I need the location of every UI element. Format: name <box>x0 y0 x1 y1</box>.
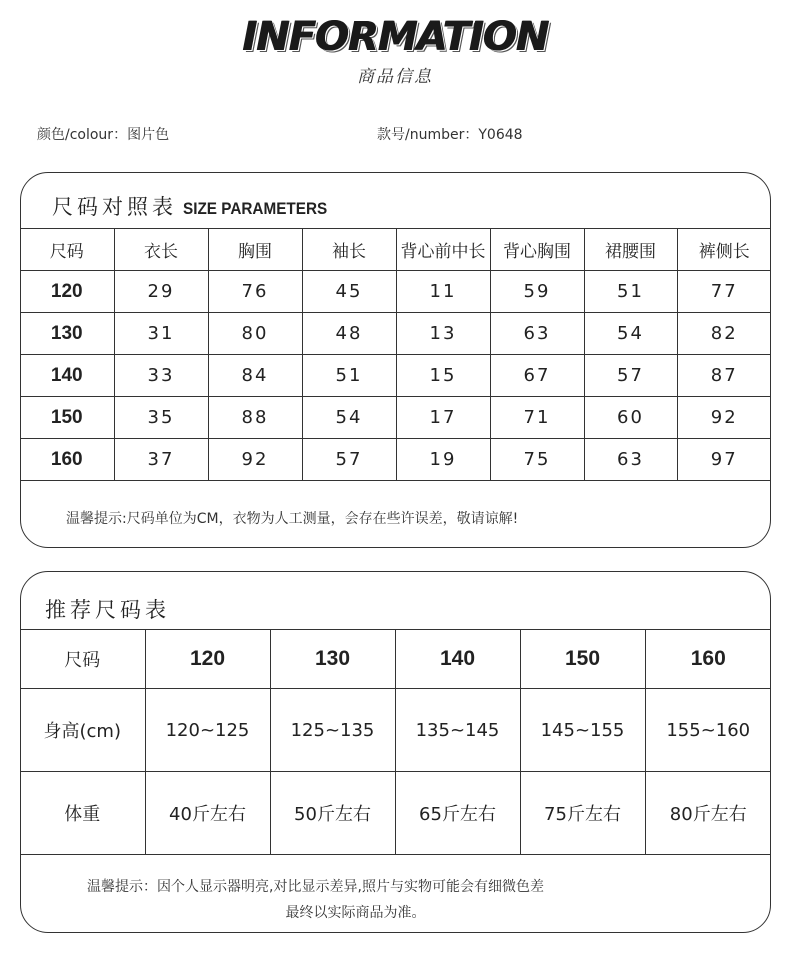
table-cell: 17 <box>396 397 490 439</box>
table-cell: 135~145 <box>395 689 520 772</box>
table-cell: 57 <box>584 355 677 397</box>
table-cell: 63 <box>584 439 677 481</box>
table-cell: 15 <box>396 355 490 397</box>
table-cell: 37 <box>114 439 208 481</box>
table-cell: 76 <box>208 271 302 313</box>
table-cell: 63 <box>490 313 584 355</box>
size-cell: 120 <box>20 271 114 313</box>
table-row <box>20 271 771 313</box>
height-row <box>20 689 771 772</box>
column-header: 背心胸围 <box>490 229 584 271</box>
size-cell: 160 <box>645 630 771 689</box>
table-cell: 51 <box>584 271 677 313</box>
actual-product-note: 最终以实际商品为准。 <box>285 905 426 921</box>
size-cell: 150 <box>520 630 645 689</box>
color-difference-note: 温馨提示：因个人显示器明亮,对比显示差异,照片与实物可能会有细微色差 <box>87 879 544 895</box>
size-table-title-cn: 尺码对照表 <box>52 195 177 219</box>
table-row <box>20 313 771 355</box>
size-cell: 140 <box>395 630 520 689</box>
size-cell: 130 <box>270 630 395 689</box>
table-row <box>20 397 771 439</box>
table-cell: 13 <box>396 313 490 355</box>
table-cell: 88 <box>208 397 302 439</box>
column-header: 衣长 <box>114 229 208 271</box>
measurement-note: 温馨提示:尺码单位为CM，衣物为人工测量，会存在些许误差，敬请谅解! <box>66 511 519 527</box>
table-cell: 80斤左右 <box>645 772 771 855</box>
table-cell: 75 <box>490 439 584 481</box>
table-cell: 54 <box>584 313 677 355</box>
table-cell: 84 <box>208 355 302 397</box>
size-parameters-table <box>20 228 771 481</box>
page-title: INFORMATION <box>241 14 549 60</box>
size-table-title-en: SIZE PARAMETERS <box>183 199 328 218</box>
table-cell: 59 <box>490 271 584 313</box>
table-cell: 65斤左右 <box>395 772 520 855</box>
recommended-size-panel <box>20 571 771 933</box>
table-cell: 29 <box>114 271 208 313</box>
table-cell: 92 <box>208 439 302 481</box>
column-header: 裙腰围 <box>584 229 677 271</box>
table-row <box>20 439 771 481</box>
table-row <box>20 355 771 397</box>
table-cell: 80 <box>208 313 302 355</box>
table-cell: 60 <box>584 397 677 439</box>
recommend-table-title: 推荐尺码表 <box>45 598 170 622</box>
table-cell: 54 <box>302 397 396 439</box>
table-cell: 40斤左右 <box>145 772 270 855</box>
table-cell: 33 <box>114 355 208 397</box>
table-cell: 92 <box>677 397 771 439</box>
table-cell: 67 <box>490 355 584 397</box>
table-cell: 71 <box>490 397 584 439</box>
page-subtitle: 商品信息 <box>357 67 433 87</box>
column-header: 背心前中长 <box>396 229 490 271</box>
table-cell: 120~125 <box>145 689 270 772</box>
size-cell: 140 <box>20 355 114 397</box>
size-cell: 160 <box>20 439 114 481</box>
column-header: 袖长 <box>302 229 396 271</box>
size-cell: 150 <box>20 397 114 439</box>
table-cell: 35 <box>114 397 208 439</box>
table-cell: 145~155 <box>520 689 645 772</box>
table-cell: 125~135 <box>270 689 395 772</box>
row-label: 身高(cm) <box>20 689 145 772</box>
column-header: 裤侧长 <box>677 229 771 271</box>
size-row <box>20 630 771 689</box>
column-header: 胸围 <box>208 229 302 271</box>
table-cell: 75斤左右 <box>520 772 645 855</box>
recommended-size-table <box>20 629 771 855</box>
size-cell: 130 <box>20 313 114 355</box>
style-number-info: 款号/number：Y0648 <box>377 127 523 143</box>
colour-info: 颜色/colour：图片色 <box>37 127 170 143</box>
table-cell: 77 <box>677 271 771 313</box>
table-cell: 97 <box>677 439 771 481</box>
table-cell: 45 <box>302 271 396 313</box>
table-cell: 51 <box>302 355 396 397</box>
size-parameters-panel <box>20 172 771 548</box>
table-cell: 31 <box>114 313 208 355</box>
table-cell: 19 <box>396 439 490 481</box>
size-cell: 120 <box>145 630 270 689</box>
size-table-title <box>52 191 343 221</box>
weight-row <box>20 772 771 855</box>
table-header-row <box>20 229 771 271</box>
table-cell: 82 <box>677 313 771 355</box>
table-cell: 50斤左右 <box>270 772 395 855</box>
table-cell: 57 <box>302 439 396 481</box>
table-cell: 155~160 <box>645 689 771 772</box>
table-cell: 87 <box>677 355 771 397</box>
column-header: 尺码 <box>20 229 114 271</box>
table-cell: 48 <box>302 313 396 355</box>
table-cell: 11 <box>396 271 490 313</box>
row-label: 尺码 <box>20 630 145 689</box>
row-label: 体重 <box>20 772 145 855</box>
